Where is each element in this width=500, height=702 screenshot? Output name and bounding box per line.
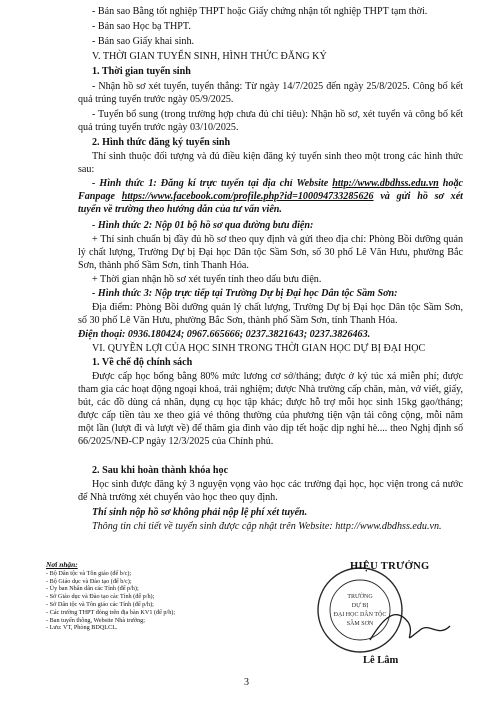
recipient-item: - Các trường THPT đóng trên địa bàn KV1 (để p/h); bbox=[46, 608, 176, 616]
svg-text:ĐẠI HỌC DÂN TỘC: ĐẠI HỌC DÂN TỘC bbox=[333, 612, 387, 618]
recipient-item: - Ban tuyển thông, Website Nhà trường; bbox=[46, 616, 145, 624]
section6-p1: Được cấp học bổng bằng 80% mức lương cơ sở/tháng; được ở ký túc xá miễn phí; được tham gia các hoạt động ngoại khoá, trải nghiệm; được Nhà trường cấp chăn, màn, vở viết, giấy, bút, các đồ dùng cá nhân, dụng cụ học tập khác; được hỗ trợ mỗi học sinh 15kg gạo/tháng; được cấp tiền tàu xe theo giá vé thông thường của phương tiện vận tải công cộng, mỗi năm một lần (lượt đi và lượt về) để thăm gia đình vào dịp tết hoặc dịp nghỉ hè.... theo Nghị định số 66/2025/NĐ-CP ngày 12/3/2025 của Chính phủ. bbox=[78, 371, 463, 448]
section5-p3: Thí sinh thuộc đối tượng và đủ điều kiện đăng ký tuyển sinh theo một trong các hình thức sau: bbox=[78, 151, 463, 176]
section5-sub1: 1. Thời gian tuyển sinh bbox=[92, 66, 191, 77]
phone-line: Điện thoại: 0936.180424; 0967.665666; 0237.3821643; 0237.3826463. bbox=[78, 329, 371, 340]
svg-text:SẦM SƠN: SẦM SƠN bbox=[346, 621, 374, 627]
recipients-block bbox=[46, 561, 246, 632]
recipient-item: - Ủy ban Nhân dân các Tỉnh (để p/h); bbox=[46, 585, 139, 593]
recipient-item: - Sở Giáo dục và Đào tạo các Tỉnh (để p/h); bbox=[46, 593, 155, 601]
section6-sub1: 1. Về chế độ chính sách bbox=[92, 357, 193, 368]
section5-p2: - Tuyển bổ sung (trong trường hợp chưa đủ chỉ tiêu): Nhận hồ sơ, xét tuyển và công bố kết quả trúng tuyển trước ngày 03/10/2025. bbox=[78, 109, 463, 134]
signer-title: HIỆU TRƯỞNG bbox=[350, 561, 430, 572]
svg-text:DỰ BỊ: DỰ BỊ bbox=[351, 603, 369, 609]
section5-p5: + Thời gian nhận hồ sơ xét tuyển tính theo dấu bưu điện. bbox=[92, 274, 322, 285]
section5-p1: - Nhận hồ sơ xét tuyển, tuyển thẳng: Từ ngày 14/7/2025 đến ngày 25/8/2025. Công bố kết quả trúng tuyển trước ngày 05/9/2025. bbox=[78, 81, 463, 106]
form1-text-3: và gửi hồ sơ xét tuyển về trường theo hướng dẫn của tư vấn viên. bbox=[78, 191, 463, 216]
section6-p2: Học sinh được đăng ký 3 nguyện vọng vào học các trường đại học, học viện trong cả nước để Nhà trường xét chuyển vào học theo quy định. bbox=[78, 479, 463, 504]
section6-sub2: 2. Sau khi hoàn thành khóa học bbox=[92, 465, 229, 476]
form3-heading: - Hình thức 3: Nộp trực tiếp tại Trường Dự bị Đại học Dân tộc Sầm Sơn: bbox=[92, 288, 398, 299]
doc-line-1 bbox=[78, 5, 463, 18]
line-text: - Bản sao Học bạ THPT. bbox=[92, 21, 191, 32]
signature-block bbox=[300, 560, 460, 680]
doc-line-3 bbox=[78, 35, 463, 48]
section5-sub2: 2. Hình thức đăng ký tuyển sinh bbox=[92, 137, 231, 148]
line-text: - Bản sao Bằng tốt nghiệp THPT hoặc Giấy chứng nhận tốt nghiệp THPT tạm thời. bbox=[92, 6, 428, 17]
signer-name: Lê Lâm bbox=[363, 655, 399, 666]
svg-text:TRƯỜNG: TRƯỜNG bbox=[347, 594, 373, 600]
line-text: - Bản sao Giấy khai sinh. bbox=[92, 36, 195, 47]
section5-p6: Địa điểm: Phòng Bồi dưỡng quản lý chất lượng, Trường Dự bị Đại học Dân tộc Sầm Sơn, số 30 phố Lê Văn Hưu, phường Bắc Sơn, thành phố Sầm Sơn, tỉnh Thanh Hóa. bbox=[78, 302, 463, 327]
info-note: Thông tin chi tiết về tuyển sinh được cập nhật trên Website: http://www.dbdhss.edu.vn. bbox=[92, 521, 442, 532]
form1-text: - Hình thức 1: Đăng kí trực tuyến tại địa chỉ Website bbox=[92, 178, 333, 189]
form1-text-2: hoặc Fanpage bbox=[78, 178, 463, 203]
recipient-item: - Bộ Dân tộc và Tôn giáo (để b/c); bbox=[46, 569, 132, 577]
page-number: 3 bbox=[244, 677, 249, 688]
section5-p4: + Thí sinh chuẩn bị đầy đủ hồ sơ theo quy định và gửi theo địa chỉ: Phòng Bồi dưỡng quản lý chất lượng, Trường Dự bị Đại học Dân tộc Sầm Sơn, số 30 phố Lê Văn Hưu, phường Bắc Sơn, thành phố Sầm Sơn, tỉnh Thanh Hóa. bbox=[78, 234, 463, 272]
recipient-item: - Sở Dân tộc và Tôn giáo các Tỉnh (để p/h); bbox=[46, 600, 154, 608]
form2-heading: - Hình thức 2: Nộp 01 bộ hồ sơ qua đường bưu điện: bbox=[92, 220, 314, 231]
section6-heading: VI. QUYỀN LỢI CỦA HỌC SINH TRONG THỜI GIAN HỌC DỰ BỊ ĐẠI HỌC bbox=[92, 343, 426, 354]
handwritten-signature bbox=[370, 615, 450, 640]
fanpage-link[interactable]: https://www.facebook.com/profile.php?id=100094733285626 bbox=[121, 191, 374, 203]
recipient-item: - Lưu: VT, Phòng BDQLCL. bbox=[46, 624, 118, 632]
doc-line-2 bbox=[78, 20, 463, 33]
recipient-item: - Bộ Giáo dục và Đào tạo (để b/c); bbox=[46, 577, 132, 585]
form1-paragraph bbox=[78, 177, 463, 216]
free-note: Thí sinh nộp hồ sơ không phải nộp lệ phí xét tuyển. bbox=[92, 507, 308, 518]
website-link[interactable]: http://www.dbdhss.edu.vn bbox=[332, 178, 439, 189]
recipients-title: Nơi nhận: bbox=[46, 560, 78, 569]
section5-heading: V. THỜI GIAN TUYỂN SINH, HÌNH THỨC ĐĂNG KÝ bbox=[92, 51, 327, 62]
